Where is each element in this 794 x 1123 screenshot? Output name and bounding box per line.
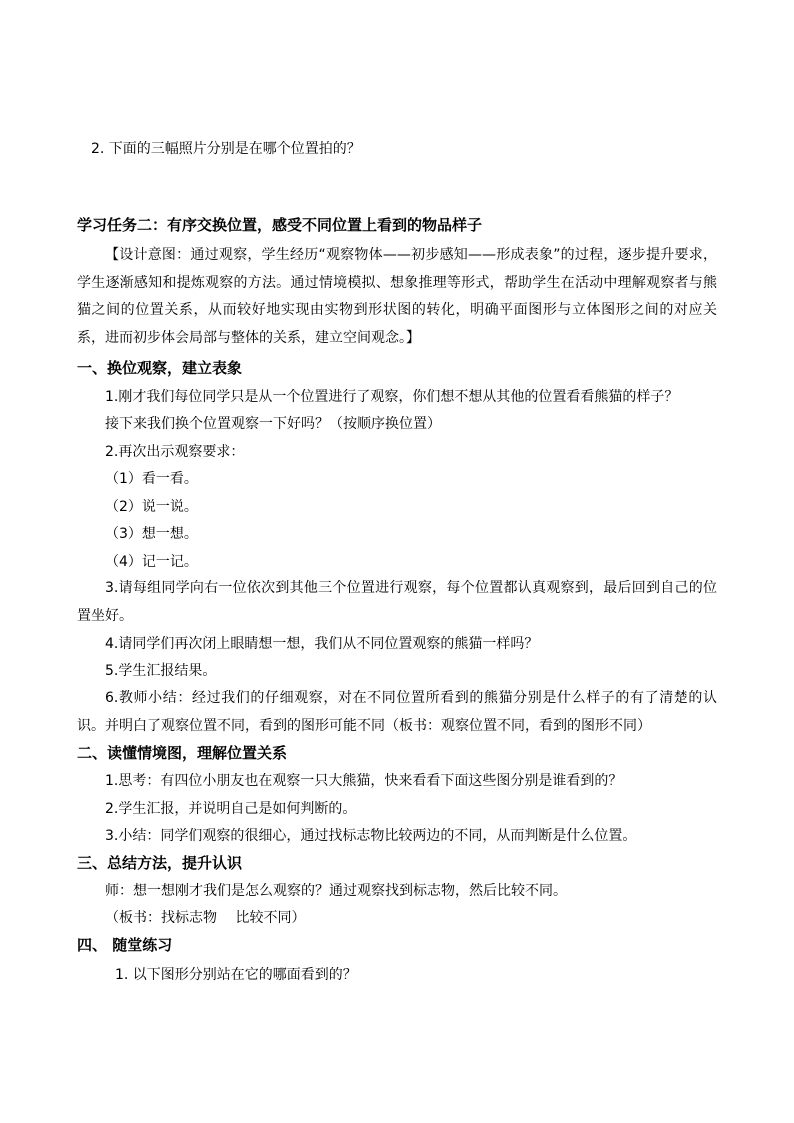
requirement-2: （2）说一说。	[105, 499, 198, 515]
section3-heading: 三、总结方法，提升认识	[77, 854, 243, 872]
section1-paragraph-6: 6.教师小结：经过我们的仔细观察，对在不同位置所看到的熊猫分别是什么样子的有了清楚的认识。并明白了观察位置不同，看到的图形可能不同（板书：观察位置不同，看到的图形不同）	[77, 690, 717, 734]
section1-paragraph-2: 2.再次出示观察要求：	[105, 444, 245, 460]
section1-paragraph-1b: 接下来我们换个位置观察一下好吗？（按顺序换位置）	[105, 416, 441, 432]
section3-paragraph-2: （板书：找标志物 比较不同）	[105, 910, 306, 926]
section2-heading: 二、读懂情境图，理解位置关系	[77, 744, 288, 762]
requirement-4: （4）记一记。	[105, 554, 198, 570]
section4-paragraph-1: 1. 以下图形分别站在它的哪面看到的？	[115, 967, 357, 983]
section3-paragraph-1: 师：想一想刚才我们是怎么观察的？通过观察找到标志物，然后比较不同。	[105, 883, 567, 899]
section1-paragraph-4: 4.请同学们再次闭上眼睛想一想，我们从不同位置观察的熊猫一样吗？	[105, 636, 539, 652]
section1-paragraph-5: 5.学生汇报结果。	[105, 663, 217, 679]
section2-paragraph-2: 2.学生汇报，并说明自己是如何判断的。	[105, 801, 357, 817]
section2-paragraph-1: 1.思考：有四位小朋友也在观察一只大熊猫，快来看看下面这些图分别是谁看到的？	[105, 773, 623, 789]
requirement-3: （3）想一想。	[105, 526, 198, 542]
section1-heading: 一、换位观察，建立表象	[77, 359, 243, 377]
question-2: 2. 下面的三幅照片分别是在哪个位置拍的？	[91, 141, 361, 157]
section4-heading: 四、 随堂练习	[77, 936, 173, 954]
section1-paragraph-3: 3.请每组同学向右一位依次到其他三个位置进行观察，每个位置都认真观察到，最后回到自己的位置坐好。	[77, 580, 717, 624]
section2-paragraph-3: 3.小结：同学们观察的很细心，通过找标志物比较两边的不同，从而判断是什么位置。	[105, 828, 637, 844]
design-intent-paragraph: 【设计意图：通过观察，学生经历“观察物体——初步感知——形成表象”的过程，逐步提升要求，学生逐渐感知和提炼观察的方法。通过情境模拟、想象推理等形式，帮助学生在活动中理解观察者与熊猫之间的位置关系，从而较好地实现由实物到形状图的转化，明确平面图形与立体图形之间的对应关系，进而初步体会局部与整体的关系，建立空间观念。】	[77, 247, 717, 346]
task2-title: 学习任务二：有序交换位置，感受不同位置上看到的物品样子	[77, 216, 483, 234]
requirement-1: （1）看一看。	[105, 471, 198, 487]
section1-paragraph-1: 1.刚才我们每位同学只是从一个位置进行了观察，你们想不想从其他的位置看看熊猫的样子？	[105, 389, 679, 405]
